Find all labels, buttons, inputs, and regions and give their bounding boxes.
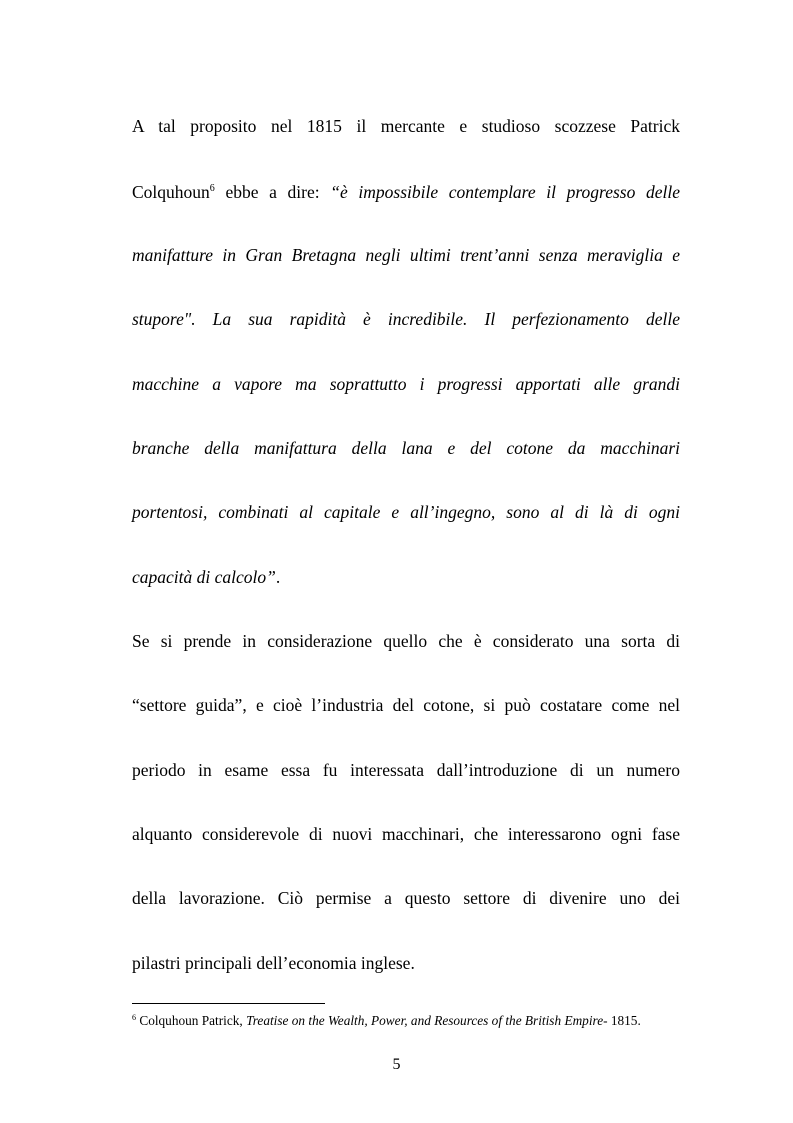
footnote-separator	[132, 1003, 325, 1004]
cotton-paragraph-line-2: “settore guida”, e cioè l’industria del cotone, si può costatare come nel	[132, 695, 680, 715]
quote-paragraph-line-1: A tal proposito nel 1815 il mercante e studioso scozzese Patrick	[132, 116, 680, 136]
quote-paragraph-line-6: branche della manifattura della lana e del cotone da macchinari	[132, 438, 680, 458]
footnote-title: Treatise on the Wealth, Power, and Resources of the British Empire	[246, 1013, 604, 1028]
page-number: 5	[392, 1056, 401, 1073]
quote-paragraph-line-8	[132, 566, 680, 588]
quote-paragraph-line-7: portentosi, combinati al capitale e all’ingegno, sono al di là di ogni	[132, 502, 680, 522]
quote-paragraph-line-5: macchine a vapore ma soprattutto i progressi apportati alle grandi	[132, 374, 680, 394]
footnote-reference: 6	[209, 183, 215, 194]
cotton-paragraph-line-4: alquanto considerevole di nuovi macchinari, che interessarono ogni fase	[132, 824, 680, 844]
cotton-paragraph-line-3: periodo in esame essa fu interessata dall’introduzione di un numero	[132, 760, 680, 780]
cotton-paragraph-line-5: della lavorazione. Ciò permise a questo settore di divenire uno dei	[132, 888, 680, 908]
quote-paragraph-line-4: stupore". La sua rapidità è incredibile. Il perfezionamento delle	[132, 309, 680, 329]
author-name: Colquhoun	[132, 182, 210, 202]
quote-period: .	[275, 567, 281, 587]
cotton-paragraph-line-6: pilastri principali dell’economia inglese.	[132, 953, 415, 973]
quote-paragraph-line-2	[132, 181, 680, 203]
cotton-paragraph-line-1: Se si prende in considerazione quello che è considerato una sorta di	[132, 631, 680, 651]
quote-intro: ebbe a dire:	[214, 182, 331, 202]
footnote	[132, 1013, 641, 1029]
quote-paragraph-line-3: manifatture in Gran Bretagna negli ultimi trent’anni senza meraviglia e	[132, 245, 680, 265]
footnote-author: Colquhoun Patrick,	[136, 1013, 247, 1028]
footnote-number: 6	[132, 1013, 136, 1022]
quote-start: “è impossibile contemplare il progresso delle	[330, 182, 680, 202]
footnote-year: - 1815.	[603, 1013, 641, 1028]
quote-end: capacità di calcolo”	[132, 567, 276, 587]
